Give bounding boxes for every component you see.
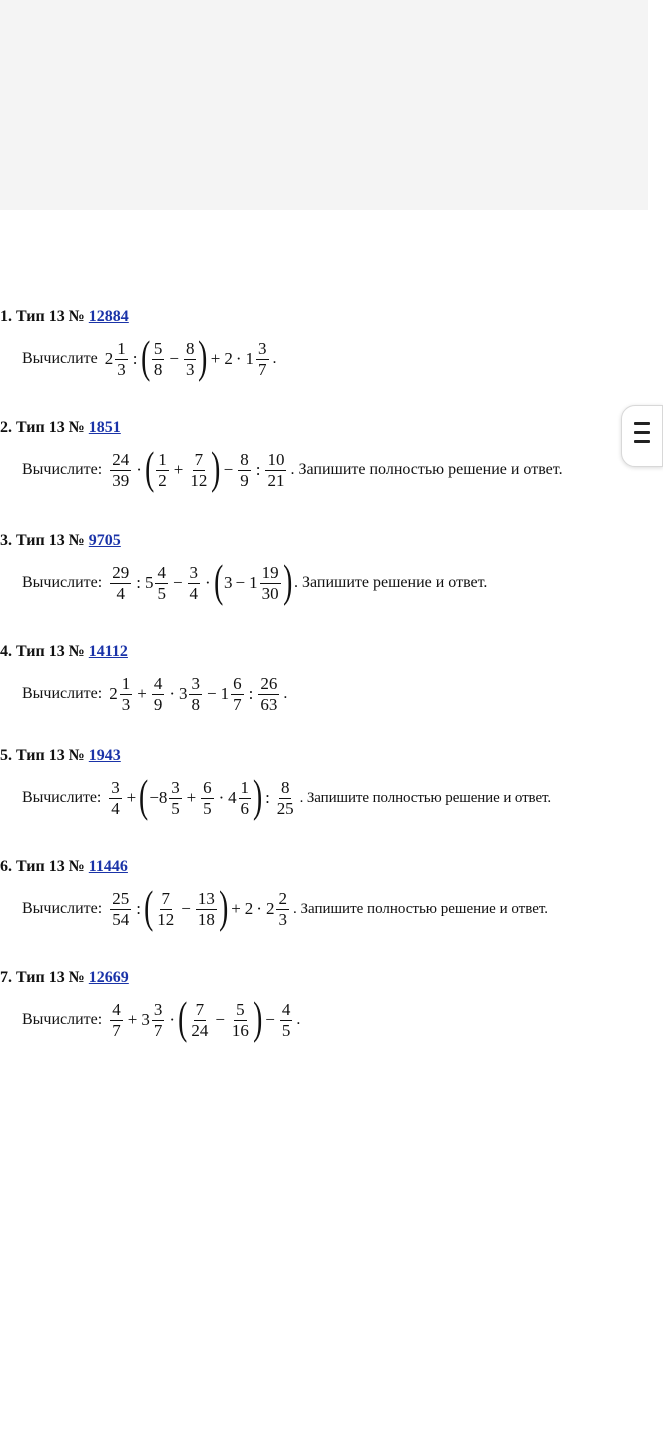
operator: +	[231, 899, 241, 918]
fraction: $\frac{7}{12}$	[190, 449, 208, 490]
integer-part: 5	[144, 573, 154, 592]
operator: +	[210, 349, 221, 368]
fraction: $\frac{3}{7}$	[258, 338, 267, 379]
operator: :	[255, 460, 261, 479]
right-paren: )	[198, 331, 208, 382]
left-paren: (	[178, 992, 188, 1043]
integer-part: 2	[104, 349, 114, 368]
instruction-text: .	[272, 350, 277, 367]
right-paren: )	[252, 992, 263, 1043]
fraction: $\frac{25}{54}$	[112, 888, 130, 929]
left-paren: (	[139, 770, 149, 821]
problem-id-link[interactable]: 1851	[88, 419, 121, 436]
integer-part: 1	[245, 349, 255, 368]
math-expression	[22, 666, 287, 722]
list-number: 6.	[0, 858, 12, 875]
instruction-text: . Запишите полностью решение и ответ.	[290, 461, 563, 478]
prompt-text: Вычислите:	[22, 1011, 103, 1028]
fraction: $\frac{10}{21}$	[267, 449, 285, 490]
menu-icon	[634, 422, 650, 449]
problem-id-link[interactable]: 12884	[88, 308, 129, 325]
right-paren: )	[211, 442, 221, 493]
math-expression	[22, 881, 548, 937]
list-number: 4.	[0, 643, 12, 660]
operator: −	[235, 573, 246, 592]
operator: ·	[235, 349, 242, 368]
fraction: $\frac{8}{9}$	[240, 449, 249, 490]
math-expression	[22, 555, 487, 611]
fraction: $\frac{3}{4}$	[189, 562, 199, 603]
fraction: $\frac{3}{8}$	[191, 673, 200, 714]
instruction-text: .	[283, 685, 288, 702]
fraction: $\frac{6}{5}$	[203, 777, 212, 818]
left-paren: (	[144, 442, 155, 493]
top-blank-area	[0, 0, 648, 210]
fraction: $\frac{24}{39}$	[112, 449, 130, 490]
type-label: Тип 13 №	[16, 308, 89, 325]
integer-part: 2	[224, 349, 233, 368]
operator: ·	[169, 1010, 175, 1029]
list-number: 5.	[0, 747, 12, 764]
type-label: Тип 13 №	[16, 643, 89, 660]
operator: :	[136, 899, 141, 918]
fraction: $\frac{5}{16}$	[231, 999, 249, 1040]
integer-part: 2	[109, 684, 118, 703]
fraction: $\frac{4}{5}$	[157, 562, 166, 603]
type-label: Тип 13 №	[16, 858, 89, 875]
fraction: $\frac{7}{24}$	[191, 999, 209, 1040]
problem-id-link[interactable]: 14112	[88, 643, 128, 660]
operator: ·	[136, 460, 142, 479]
operator: +	[137, 684, 147, 703]
integer-part: 3	[178, 684, 188, 703]
operator: +	[173, 460, 184, 479]
fraction: $\frac{6}{7}$	[233, 673, 242, 714]
operator: −	[172, 573, 183, 592]
problem-id-link[interactable]: 1943	[88, 747, 121, 764]
instruction-text: . Запишите полностью решение и ответ.	[292, 900, 549, 917]
operator: ·	[256, 899, 262, 918]
operator: +	[127, 1010, 138, 1029]
integer-part: −8	[149, 788, 168, 807]
type-label: Тип 13 №	[16, 969, 89, 986]
operator: :	[132, 349, 138, 368]
fraction: $\frac{13}{18}$	[197, 888, 215, 929]
instruction-text: .	[296, 1011, 301, 1028]
left-paren: (	[144, 881, 154, 932]
math-expression	[22, 992, 300, 1048]
integer-part: 2	[244, 899, 254, 918]
prompt-text: Вычислите:	[22, 574, 103, 591]
fraction: $\frac{1}{3}$	[117, 338, 126, 379]
prompt-text: Вычислите:	[22, 789, 102, 806]
type-label: Тип 13 №	[16, 747, 89, 764]
fraction: $\frac{2}{3}$	[278, 888, 287, 929]
instruction-text: . Запишите решение и ответ.	[293, 574, 488, 591]
operator: −	[215, 1010, 225, 1029]
prompt-text: Вычислите:	[22, 461, 103, 478]
side-menu-tab[interactable]	[621, 405, 663, 467]
math-expression	[22, 770, 551, 826]
right-paren: )	[218, 881, 229, 932]
type-label: Тип 13 №	[16, 532, 89, 549]
operator: −	[223, 460, 234, 479]
fraction: $\frac{1}{2}$	[158, 449, 167, 490]
operator: +	[186, 788, 197, 807]
integer-part: 4	[228, 788, 237, 807]
fraction: $\frac{19}{30}$	[261, 562, 279, 603]
problem-id-link[interactable]: 9705	[88, 532, 121, 549]
fraction: $\frac{5}{8}$	[153, 338, 163, 379]
list-number: 2.	[0, 419, 12, 436]
fraction: $\frac{8}{25}$	[276, 777, 294, 818]
left-paren: (	[213, 555, 223, 606]
fraction: $\frac{3}{7}$	[153, 999, 163, 1040]
integer-part: 3	[141, 1010, 150, 1029]
fraction: $\frac{7}{12}$	[157, 888, 175, 929]
list-number: 1.	[0, 308, 12, 325]
prompt-text: Вычислите:	[22, 900, 103, 917]
fraction: $\frac{3}{4}$	[111, 777, 120, 818]
fraction: $\frac{1}{3}$	[121, 673, 131, 714]
list-number: 7.	[0, 969, 12, 986]
integer-part: 1	[220, 684, 230, 703]
operator: −	[181, 899, 191, 918]
fraction: $\frac{1}{6}$	[240, 777, 249, 818]
fraction: $\frac{4}{9}$	[153, 673, 163, 714]
fraction: $\frac{3}{5}$	[171, 777, 180, 818]
fraction: $\frac{29}{4}$	[112, 562, 130, 603]
operator: ·	[205, 573, 211, 592]
problem-id-link[interactable]: 11446	[88, 858, 128, 875]
list-number: 3.	[0, 532, 12, 549]
fraction: $\frac{4}{5}$	[281, 999, 291, 1040]
right-paren: )	[282, 555, 292, 606]
operator: :	[136, 573, 141, 592]
integer-part: 2	[265, 899, 275, 918]
fraction: $\frac{4}{7}$	[112, 999, 121, 1040]
operator: −	[169, 349, 179, 368]
operator: −	[206, 684, 217, 703]
right-paren: )	[252, 770, 263, 821]
operator: :	[265, 788, 270, 807]
problem-id-link[interactable]: 12669	[88, 969, 129, 986]
fraction: $\frac{26}{63}$	[260, 673, 278, 714]
operator: ·	[218, 788, 225, 807]
operator: ·	[169, 684, 175, 703]
math-expression	[22, 442, 563, 498]
operator: :	[248, 684, 254, 703]
fraction: $\frac{8}{3}$	[185, 338, 195, 379]
prompt-text: Вычислите	[22, 350, 98, 367]
integer-part: 3	[224, 573, 233, 592]
math-expression	[22, 331, 277, 387]
integer-part: 1	[249, 573, 258, 592]
prompt-text: Вычислите:	[22, 685, 103, 702]
operator: +	[126, 788, 137, 807]
type-label: Тип 13 №	[16, 419, 89, 436]
instruction-text: . Запишите полностью решение и ответ.	[299, 789, 551, 806]
operator: −	[265, 1010, 275, 1029]
left-paren: (	[140, 331, 150, 382]
